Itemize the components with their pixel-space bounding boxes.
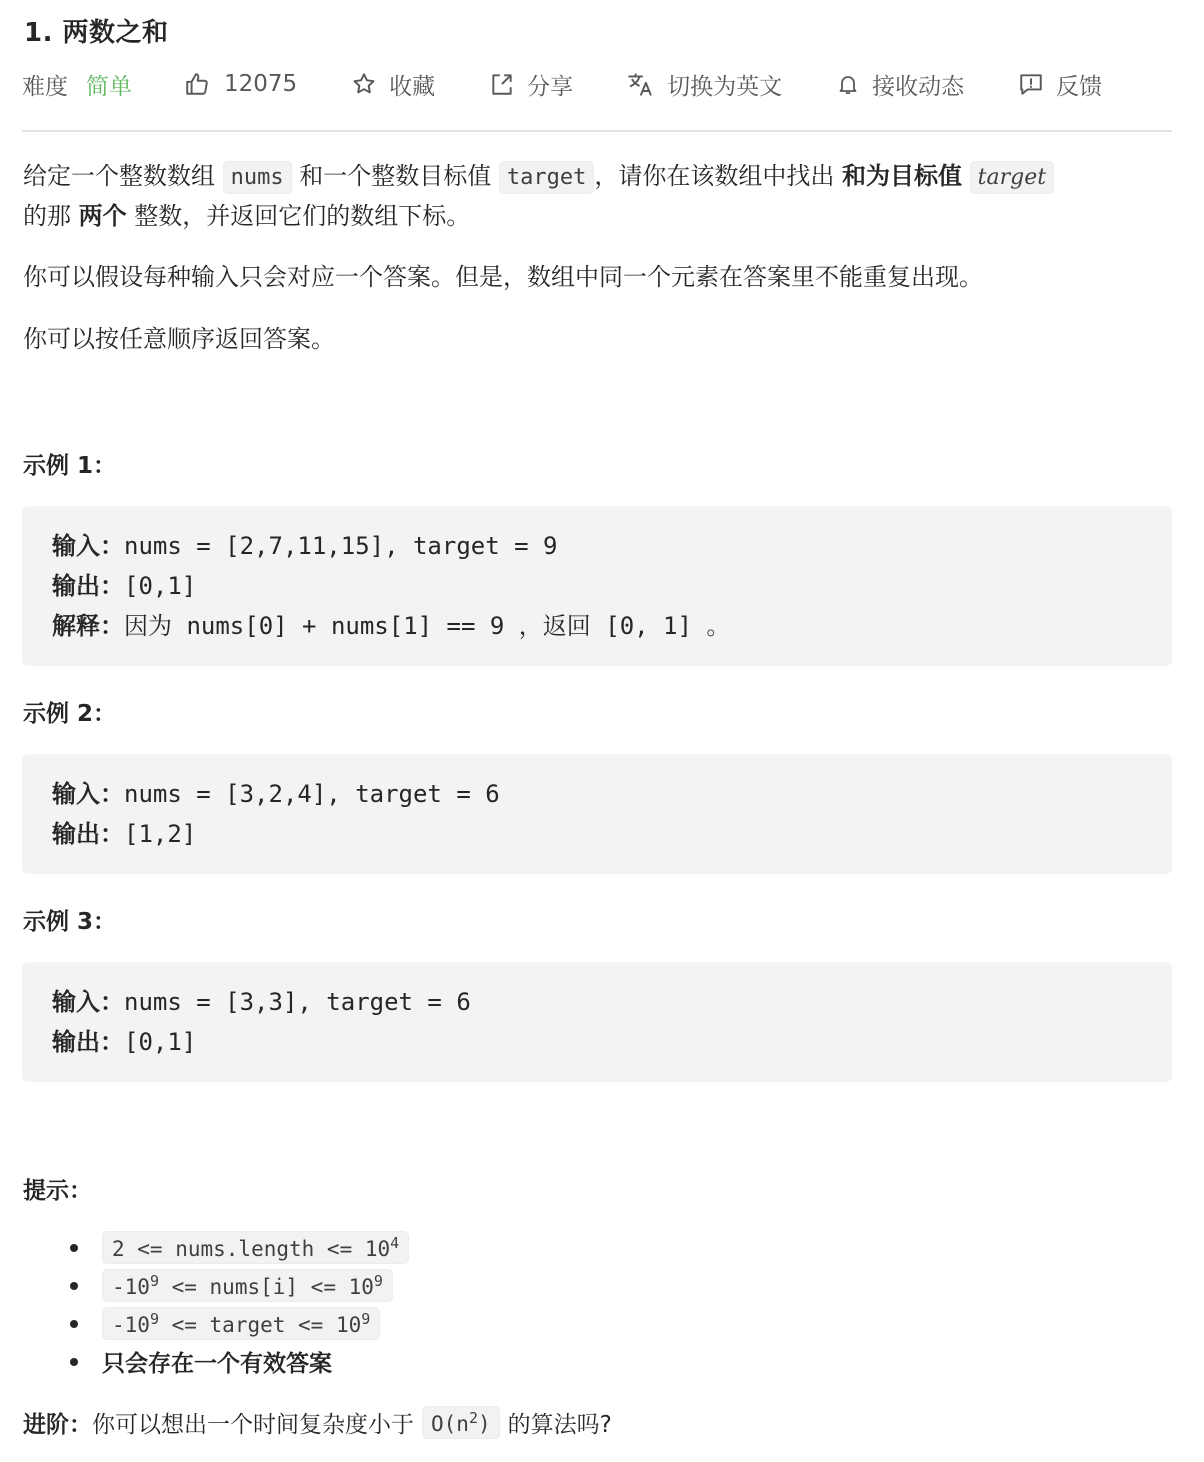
explanation-text: 。	[706, 612, 731, 640]
translate-icon	[627, 71, 655, 97]
output-label: 输出：	[52, 1028, 124, 1056]
example-3-output	[52, 1022, 1142, 1062]
tip-exponent: 9	[149, 1271, 159, 1290]
example-1-box	[22, 506, 1172, 666]
input-value: nums = [2,7,11,15], target = 9	[124, 532, 558, 560]
tips-title: 提示：	[23, 1178, 92, 1204]
tip-item	[70, 1266, 409, 1304]
example-1-title: 示例 1：	[23, 453, 117, 479]
explanation-code: [0, 1]	[605, 612, 692, 640]
advanced-text: 你可以想出一个时间复杂度小于	[92, 1412, 414, 1438]
bold-text: 两个	[78, 202, 127, 230]
text-span: 和一个整数目标值	[299, 162, 492, 190]
tip-item	[70, 1342, 409, 1380]
tip-code	[102, 1307, 380, 1340]
example-1-explanation	[52, 606, 1142, 646]
subscribe-label: 接收动态	[872, 73, 965, 100]
like-count: 12075	[224, 71, 298, 97]
example-2-box	[22, 754, 1172, 874]
explanation-code: nums[0] + nums[1] == 9	[186, 612, 505, 640]
tip-text: <= target <= 10	[158, 1312, 362, 1337]
explanation-text: 返回	[542, 612, 591, 640]
tip-text: 2 <= nums.length <= 10	[112, 1236, 391, 1261]
output-label: 输出：	[52, 572, 124, 600]
inline-code: target	[499, 161, 594, 194]
share-icon	[489, 71, 515, 97]
tips-list	[70, 1228, 409, 1380]
tip-code	[102, 1231, 409, 1264]
share-button[interactable]	[489, 68, 573, 101]
tip-item	[70, 1304, 409, 1342]
header-divider	[22, 130, 1172, 132]
star-icon	[351, 71, 377, 97]
description-paragraph-1	[23, 157, 1173, 235]
switch-language-button[interactable]	[627, 68, 782, 101]
input-value: nums = [3,2,4], target = 6	[124, 780, 500, 808]
inline-code: target	[970, 161, 1054, 194]
bullet	[70, 1320, 78, 1328]
explanation-label: 解释：	[52, 612, 124, 640]
advanced-note	[23, 1406, 612, 1439]
description-paragraph-3: 你可以按任意顺序返回答案。	[23, 325, 335, 353]
example-1-output	[52, 566, 1142, 606]
bell-icon	[836, 71, 860, 97]
example-2-output	[52, 814, 1142, 854]
description-paragraph-2: 你可以假设每种输入只会对应一个答案。但是，数组中同一个元素在答案里不能重复出现。	[23, 263, 983, 291]
example-1-input	[52, 526, 1142, 566]
advanced-label: 进阶：	[23, 1412, 92, 1438]
tip-text: 只会存在一个有效答案	[102, 1350, 332, 1377]
input-label: 输入：	[52, 780, 124, 808]
tip-item	[70, 1228, 409, 1266]
tip-text: -10	[112, 1274, 150, 1299]
thumbs-up-icon	[184, 71, 210, 97]
text-span: 的那	[23, 202, 71, 230]
text-span: 给定一个整数数组	[23, 162, 215, 190]
complexity-code	[422, 1406, 500, 1439]
output-value: [0,1]	[124, 1028, 197, 1056]
switch-language-label: 切换为英文	[667, 73, 783, 100]
tip-code	[102, 1269, 393, 1302]
code-exponent: 2	[468, 1409, 478, 1427]
code-text: )	[477, 1412, 491, 1436]
bullet	[70, 1244, 78, 1252]
explanation-text: 因为	[124, 612, 172, 640]
output-value: [1,2]	[124, 820, 197, 848]
tip-exponent: 9	[373, 1271, 383, 1290]
example-2-title: 示例 2：	[23, 701, 117, 727]
input-label: 输入：	[52, 532, 124, 560]
example-2-input	[52, 774, 1142, 814]
output-value: [0,1]	[124, 572, 197, 600]
example-3-title: 示例 3：	[23, 909, 117, 935]
tip-exponent: 4	[390, 1233, 400, 1252]
feedback-button[interactable]	[1018, 68, 1102, 101]
code-text: O(n	[431, 1412, 469, 1436]
explanation-text: ，	[518, 612, 543, 640]
favorite-label: 收藏	[389, 73, 436, 100]
example-3-box	[22, 962, 1172, 1082]
bold-text: 和为目标值	[842, 162, 963, 190]
subscribe-button[interactable]	[836, 68, 964, 101]
feedback-label: 反馈	[1056, 73, 1103, 100]
like-button[interactable]	[184, 71, 297, 97]
tip-exponent: 9	[149, 1309, 159, 1328]
difficulty-value: 简单	[86, 73, 132, 100]
bullet	[70, 1358, 78, 1366]
advanced-text: 的算法吗?	[507, 1412, 612, 1438]
text-span: 整数，并返回它们的数组下标。	[134, 202, 471, 230]
difficulty-label: 难度	[22, 73, 68, 100]
output-label: 输出：	[52, 820, 124, 848]
difficulty	[22, 68, 132, 101]
input-value: nums = [3,3], target = 6	[124, 988, 471, 1016]
bullet	[70, 1282, 78, 1290]
feedback-icon	[1018, 71, 1044, 97]
text-span: ，请你在该数组中找出	[594, 162, 835, 190]
tip-exponent: 9	[361, 1309, 371, 1328]
input-label: 输入：	[52, 988, 124, 1016]
inline-code: nums	[223, 161, 292, 194]
example-3-input	[52, 982, 1142, 1022]
tip-text: <= nums[i] <= 10	[158, 1274, 374, 1299]
tip-text: -10	[112, 1312, 150, 1337]
favorite-button[interactable]	[351, 68, 435, 101]
problem-meta-bar	[22, 62, 1102, 106]
share-label: 分享	[527, 73, 574, 100]
problem-title: 1. 两数之和	[24, 18, 169, 48]
